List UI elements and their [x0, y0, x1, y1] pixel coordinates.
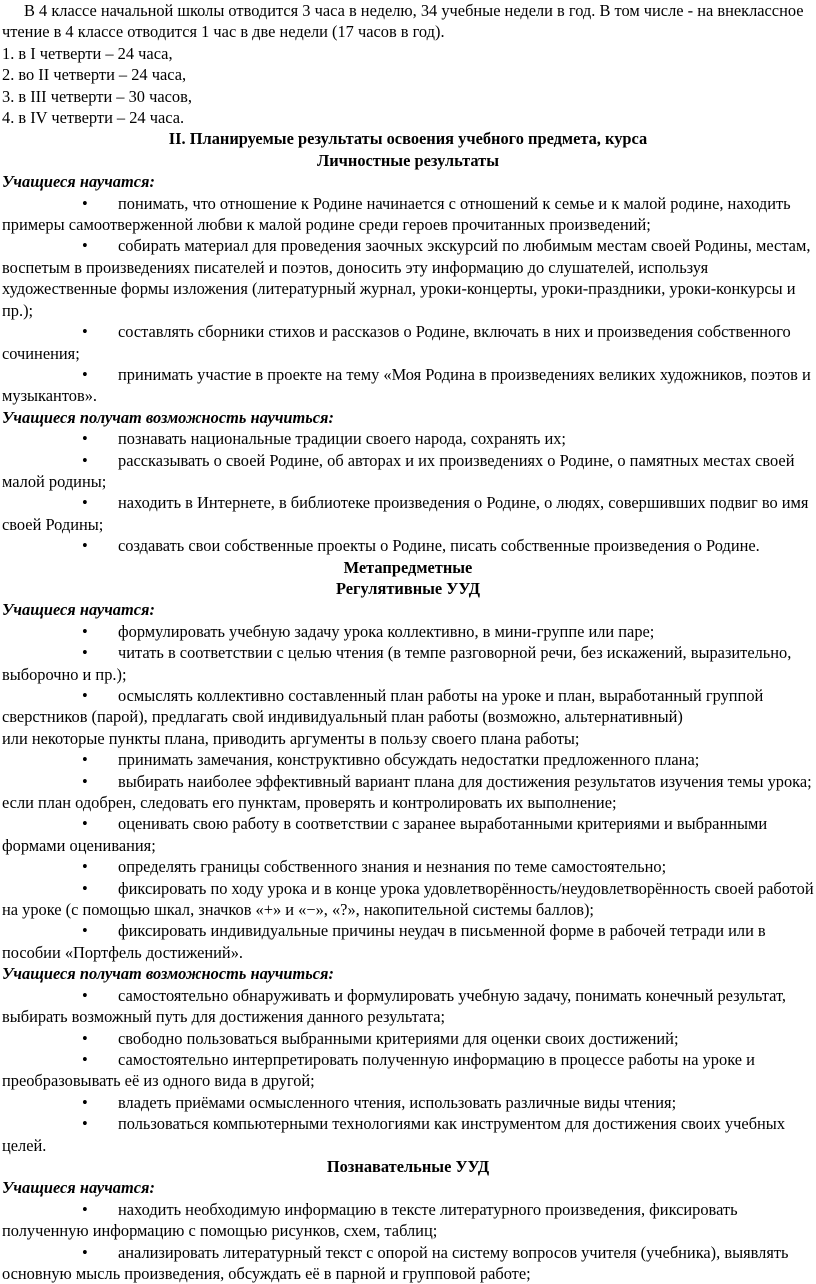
list-item-continuation: или некоторые пункты плана, приводить аргументы в пользу своего плана работы; [2, 728, 580, 748]
list-item-text: осмыслять коллективно составленный план работы на уроке и план, выработанный группой сверстников (парой), предлагать свой индивидуальный план работы (возможно, альтернативный) [2, 686, 764, 727]
meta-title: Метапредметные [343, 557, 473, 577]
list-item [2, 1242, 814, 1284]
list-item [2, 321, 814, 364]
quarter-line-4: 4. в IV четверти – 24 часа. [2, 108, 185, 128]
bullet-icon [82, 1092, 118, 1113]
intro-paragraph: В 4 классе начальной школы отводится 3 часа в неделю, 34 учебные недели в год. В том числе - на внеклассное чтение в 4 классе отводится 1 час в две недели (17 часов в год). [2, 1, 804, 42]
bullet-icon [82, 856, 118, 877]
list-item [2, 856, 814, 877]
bullet-icon [82, 685, 118, 706]
list-item-text: свободно пользоваться выбранными критериями для оценки своих достижений; [118, 1028, 679, 1048]
list-item-text: читать в соответствии с целью чтения (в темпе разговорной речи, без искажений, выразительно, выборочно и пр.); [2, 643, 792, 684]
personal-results-title: Личностные результаты [316, 150, 499, 170]
list-item [2, 771, 814, 814]
bullet-icon [82, 1049, 118, 1070]
bullet-icon [82, 492, 118, 513]
regulatory-title: Регулятивные УУД [335, 578, 480, 598]
cognitive-learn-heading: Учащиеся научатся: [2, 1178, 155, 1198]
list-item [2, 1092, 814, 1113]
bullet-icon [82, 364, 118, 385]
bullet-icon [82, 642, 118, 663]
list-item-text: собирать материал для проведения заочных экскурсий по любимым местам своей Родины, местам, воспетым в произведениях писателей и поэтов, доносить эту информацию до слушателей, используя художественные формы изложения (литературный журнал, уроки-концерты, уроки-праздники, уроки-конкурсы и пр.); [2, 236, 811, 320]
list-item-text: фиксировать по ходу урока и в конце урока удовлетворённость/неудовлетворённость своей работой на уроке (с помощью шкал, значков «+» и «−», «?», накопительной системы баллов); [2, 878, 814, 920]
bullet-icon [82, 813, 118, 834]
quarter-line-2: 2. во II четверти – 24 часа, [2, 65, 187, 85]
list-item-text: фиксировать индивидуальные причины неудач в письменной форме в рабочей тетради или в пособии «Портфель достижений». [2, 921, 766, 962]
list-item-text: составлять сборники стихов и рассказов о Родине, включать в них и произведения собственного сочинения; [2, 322, 791, 363]
bullet-icon [82, 1028, 118, 1049]
section-title: II. Планируемые результаты освоения учебного предмета, курса [168, 129, 648, 149]
bullet-icon [82, 920, 118, 941]
bullet-icon [82, 1242, 118, 1263]
list-item-text: принимать замечания, конструктивно обсуждать недостатки предложенного плана; [118, 750, 700, 770]
bullet-icon [82, 985, 118, 1006]
list-item [2, 920, 814, 963]
personal-learn-heading: Учащиеся научатся: [2, 172, 155, 192]
bullet-icon [82, 321, 118, 342]
list-item [2, 450, 814, 493]
bullet-icon [82, 235, 118, 256]
bullet-icon [82, 193, 118, 214]
bullet-icon [82, 535, 118, 556]
bullet-icon [82, 428, 118, 449]
bullet-icon [82, 450, 118, 471]
quarter-line-1: 1. в I четверти – 24 часа, [2, 43, 173, 63]
list-item-text: формулировать учебную задачу урока коллективно, в мини-группе или паре; [118, 621, 655, 641]
bullet-icon [82, 771, 118, 792]
list-item-text: находить необходимую информацию в тексте литературного произведения, фиксировать полученную информацию с помощью рисунков, схем, таблиц; [2, 1199, 738, 1241]
list-item [2, 1028, 814, 1049]
list-item [2, 878, 814, 921]
list-item [2, 685, 814, 728]
list-item-text: анализировать литературный текст с опорой на систему вопросов учителя (учебника), выявлять основную мысль произведения, обсуждать её в парной и групповой работе; [2, 1242, 789, 1283]
bullet-icon [82, 1199, 118, 1220]
meta-opportunity-heading: Учащиеся получат возможность научиться: [2, 964, 334, 984]
list-item-text: определять границы собственного знания и незнания по теме самостоятельно; [118, 857, 667, 877]
list-item-text: принимать участие в проекте на тему «Моя Родина в произведениях великих художников, поэтов и музыкантов». [2, 364, 811, 406]
list-item-text: выбирать наиболее эффективный вариант плана для достижения результатов изучения темы урока; если план одобрен, следовать его пунктам, проверять и контролировать их выполнение; [2, 771, 812, 813]
bullet-icon [82, 1113, 118, 1134]
list-item [2, 364, 814, 407]
list-item [2, 428, 814, 449]
bullet-icon [82, 878, 118, 899]
list-item-text: познавать национальные традиции своего народа, сохранять их; [118, 429, 566, 449]
list-item [2, 621, 814, 642]
list-item [2, 749, 814, 770]
list-item-text: создавать свои собственные проекты о Родине, писать собственные произведения о Родине. [118, 536, 760, 556]
list-item-text: владеть приёмами осмысленного чтения, использовать различные виды чтения; [118, 1092, 677, 1112]
list-item-text: находить в Интернете, в библиотеке произведения о Родине, о людях, совершивших подвиг во имя своей Родины; [2, 493, 809, 534]
quarter-line-3: 3. в III четверти – 30 часов, [2, 86, 192, 106]
list-item [2, 1113, 814, 1156]
list-item [2, 492, 814, 535]
personal-opportunity-heading: Учащиеся получат возможность научиться: [2, 407, 334, 427]
list-item [2, 235, 814, 321]
list-item-text: самостоятельно интерпретировать полученную информацию в процессе работы на уроке и преобразовывать её из одного вида в другой; [2, 1049, 755, 1091]
list-item-text: оценивать свою работу в соответствии с заранее выработанными критериями и выбранными формами оценивания; [2, 814, 768, 855]
list-item-text: рассказывать о своей Родине, об авторах и их произведениях о Родине, о памятных местах своей малой родины; [2, 450, 795, 491]
cognitive-title: Познавательные УУД [326, 1156, 490, 1176]
list-item [2, 813, 814, 856]
bullet-icon [82, 621, 118, 642]
list-item [2, 985, 814, 1028]
list-item [2, 1049, 814, 1092]
list-item-text: понимать, что отношение к Родине начинается с отношений к семье и к малой родине, находить примеры самоотверженной любви к малой родине среди героев прочитанных произведений; [2, 193, 791, 235]
list-item [2, 193, 814, 236]
meta-learn-heading: Учащиеся научатся: [2, 600, 155, 620]
list-item [2, 535, 814, 556]
list-item-text: пользоваться компьютерными технологиями как инструментом для достижения своих учебных целей. [2, 1114, 786, 1155]
list-item-text: самостоятельно обнаруживать и формулировать учебную задачу, понимать конечный результат, выбирать возможный путь для достижения данного результата; [2, 985, 787, 1027]
list-item [2, 642, 814, 685]
list-item [2, 1199, 814, 1242]
bullet-icon [82, 749, 118, 770]
